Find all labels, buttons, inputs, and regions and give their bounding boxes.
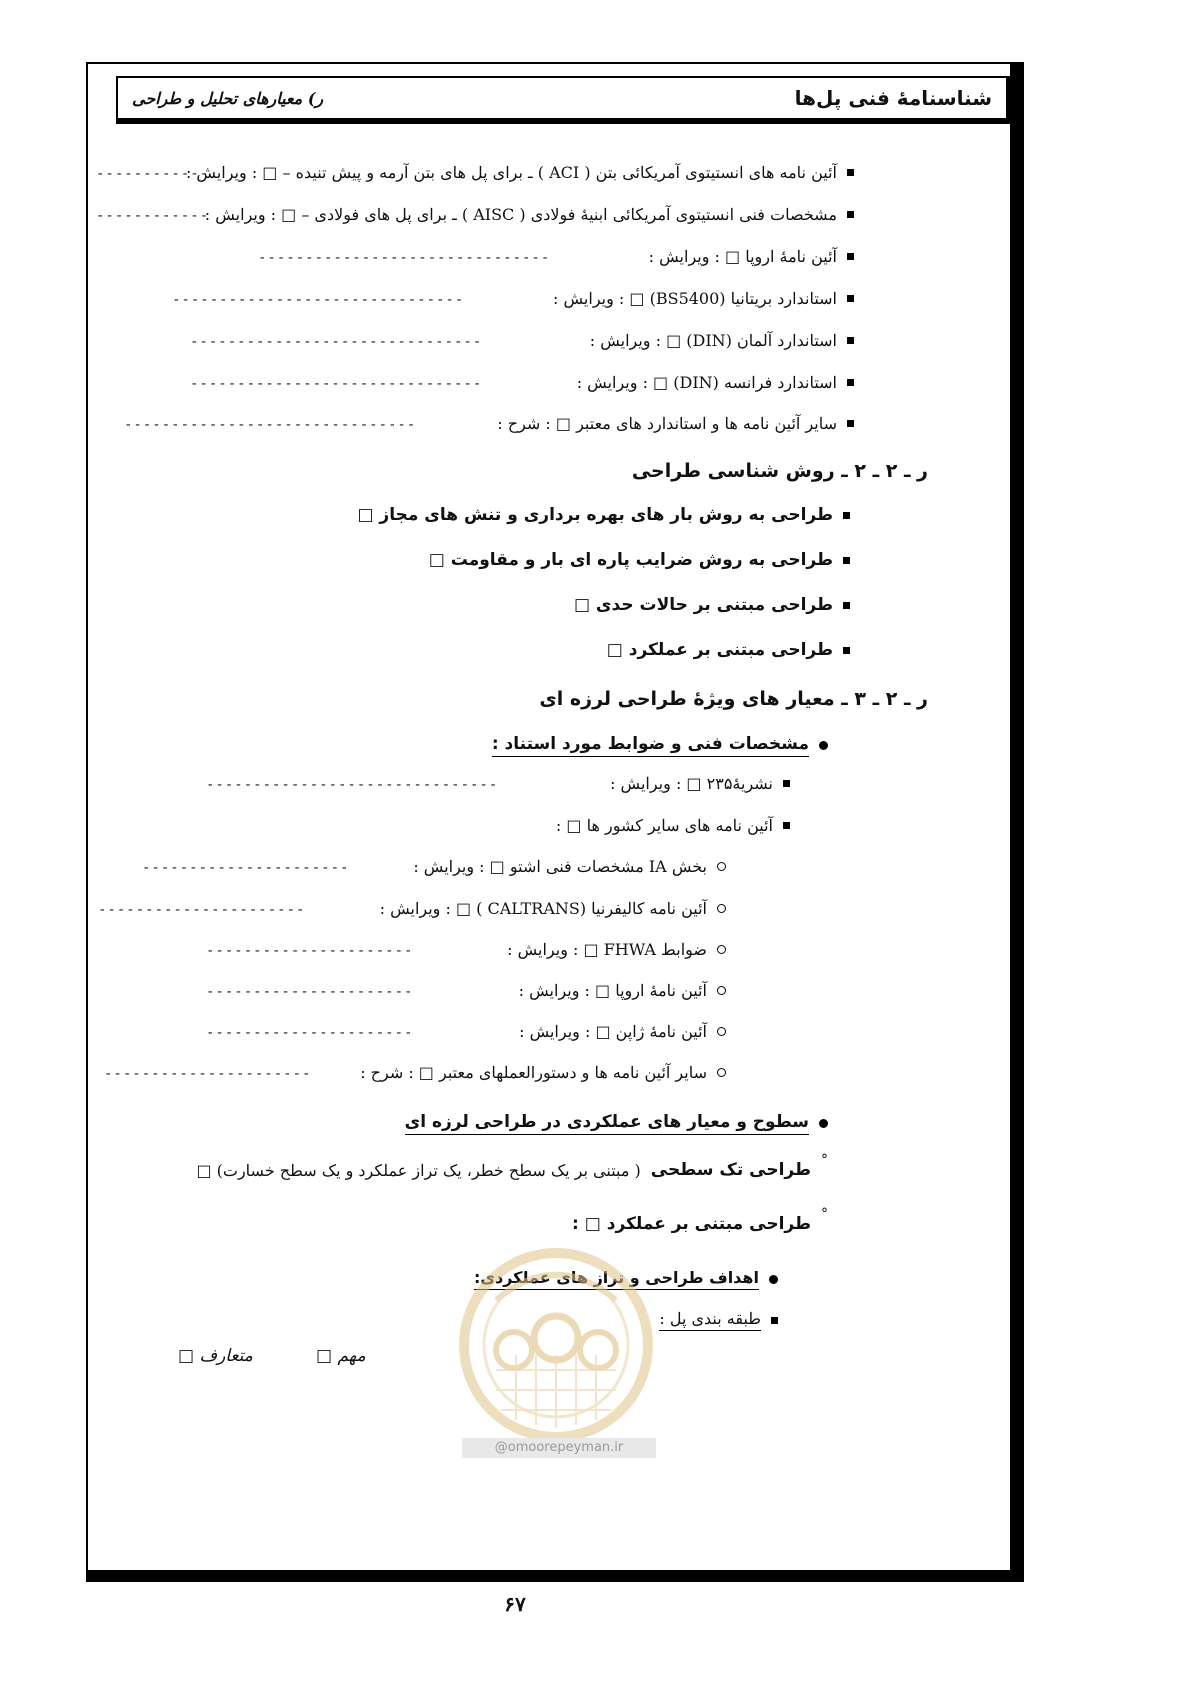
design-method-item: طراحی به روش ضرایب پاره ای بار و مقاومت □ xyxy=(429,550,850,570)
fill-line: ---------------------- xyxy=(206,984,414,1000)
fill-line: ---------------------- xyxy=(104,1066,312,1082)
circle-bullet-icon xyxy=(717,1068,726,1077)
square-bullet-icon xyxy=(847,169,854,176)
list-item-aisc: مشخصات فنی انستیتوی آمریکائی ابنیۀ فولادی ( AISC ) ـ برای پل های فولادی – □ : ویرایش : xyxy=(205,205,854,224)
square-bullet-icon xyxy=(847,211,854,218)
square-bullet-icon xyxy=(843,557,850,564)
round-bullet-icon xyxy=(769,1275,778,1284)
square-bullet-icon xyxy=(847,420,854,427)
spec-item-235: نشریۀ۲۳۵ □ : ویرایش : xyxy=(610,774,790,793)
foreign-code-item: آئین نامۀ اروپا □ : ویرایش : xyxy=(519,981,726,1000)
square-bullet-icon xyxy=(847,379,854,386)
watermark-site-label: @omoorepeyman.ir xyxy=(462,1438,656,1458)
fill-line: ------------------------------- xyxy=(124,417,417,433)
design-method-item: طراحی مبتنی بر عملکرد □ xyxy=(607,640,850,660)
fill-line: ------------------------------- xyxy=(258,250,551,266)
bridge-class-item: طبقه بندی پل : xyxy=(659,1309,778,1331)
circle-bullet-icon xyxy=(717,904,726,913)
list-item-bs5400: استاندارد بریتانیا (BS5400) □ : ویرایش : xyxy=(553,289,854,308)
circle-bullet-icon xyxy=(717,986,726,995)
list-item-din-germany: استاندارد آلمان (DIN) □ : ویرایش : xyxy=(590,331,854,350)
square-bullet-icon xyxy=(847,253,854,260)
list-item-other-codes: سایر آئین نامه ها و استاندارد های معتبر □ : شرح : xyxy=(497,414,854,433)
round-bullet-icon xyxy=(819,1119,828,1128)
round-bullet-icon xyxy=(819,741,828,750)
circle-bullet-icon xyxy=(717,1027,726,1036)
section-heading-r22: ر ـ ۲ ـ ۲ ـ روش شناسی طراحی xyxy=(631,460,928,482)
fill-line: ------------------------------- xyxy=(190,376,483,392)
goals-heading-item: اهداف طراحی و تراز های عملکردی: xyxy=(474,1268,778,1290)
square-bullet-icon xyxy=(783,822,790,829)
performance-based-item: ° طراحی مبتنی بر عملکرد □ : xyxy=(572,1206,828,1234)
square-bullet-icon xyxy=(843,512,850,519)
option-important: مهم □ xyxy=(316,1346,366,1366)
circle-bullet-icon xyxy=(717,862,726,871)
circle-bullet-icon xyxy=(717,945,726,954)
option-ordinary: متعارف □ xyxy=(178,1346,253,1366)
page-number: ۶۷ xyxy=(504,1592,526,1616)
foreign-code-item: بخش IA مشخصات فنی اشتو □ : ویرایش : xyxy=(413,857,726,876)
fill-line: ------------ xyxy=(96,166,210,182)
foreign-code-item: آئین نامۀ ژاپن □ : ویرایش : xyxy=(519,1022,726,1041)
square-bullet-icon xyxy=(843,602,850,609)
section-heading-r23: ر ـ ۲ ـ ۳ ـ معیار های ویژۀ طراحی لرزه ای xyxy=(539,688,928,710)
page-header xyxy=(116,76,1012,124)
square-bullet-icon xyxy=(843,647,850,654)
single-level-design-item: ° طراحی تک سطحی ( مبتنی بر یک سطح خطر، یک تراز عملکرد و یک سطح خسارت) □ xyxy=(196,1152,828,1180)
section-title: ر) معیارهای تحلیل و طراحی xyxy=(132,88,324,108)
square-bullet-icon xyxy=(847,337,854,344)
degree-bullet-icon: ° xyxy=(821,1152,828,1168)
square-bullet-icon xyxy=(783,780,790,787)
design-method-item: طراحی به روش بار های بهره برداری و تنش های مجاز □ xyxy=(357,505,850,525)
list-item-din-france: استاندارد فرانسه (DIN) □ : ویرایش : xyxy=(577,373,854,392)
foreign-code-item: سایر آئین نامه ها و دستورالعملهای معتبر □ : شرح : xyxy=(360,1063,726,1082)
fill-line: ------------------------------- xyxy=(190,334,483,350)
foreign-code-item: آئین نامه کالیفرنیا (CALTRANS ) □ : ویرایش : xyxy=(380,899,726,918)
document-title: شناسنامۀ فنی پل‌ها xyxy=(794,86,992,110)
fill-line: ------------------------------- xyxy=(172,292,465,308)
list-item-aci: آئین نامه های انستیتوی آمریکائی بتن ( ACI ) ـ برای پل های بتن آرمه و پیش تنیده – □ : ویرایش : xyxy=(186,163,854,182)
fill-line: ---------------------- xyxy=(142,860,350,876)
spec-item-foreign: آئین نامه های سایر کشور ها □ : xyxy=(556,816,790,835)
levels-heading-item: سطوح و معیار های عملکردی در طراحی لرزه ای xyxy=(405,1112,828,1135)
fill-line: ---------------------- xyxy=(206,1025,414,1041)
watermark-seal-icon xyxy=(456,1240,656,1450)
degree-bullet-icon: ° xyxy=(821,1206,828,1222)
fill-line: ------------------------------- xyxy=(206,777,499,793)
fill-line: ------------ xyxy=(96,208,210,224)
foreign-code-item: ضوابط FHWA □ : ویرایش : xyxy=(507,940,726,959)
list-item-eurocode: آئین نامۀ اروپا □ : ویرایش : xyxy=(649,247,854,266)
fill-line: ---------------------- xyxy=(206,943,414,959)
square-bullet-icon xyxy=(771,1317,778,1324)
square-bullet-icon xyxy=(847,295,854,302)
specs-heading-item: مشخصات فنی و ضوابط مورد استناد : xyxy=(492,734,828,757)
fill-line: ---------------------- xyxy=(98,902,306,918)
design-method-item: طراحی مبتنی بر حالات حدی □ xyxy=(574,595,850,615)
